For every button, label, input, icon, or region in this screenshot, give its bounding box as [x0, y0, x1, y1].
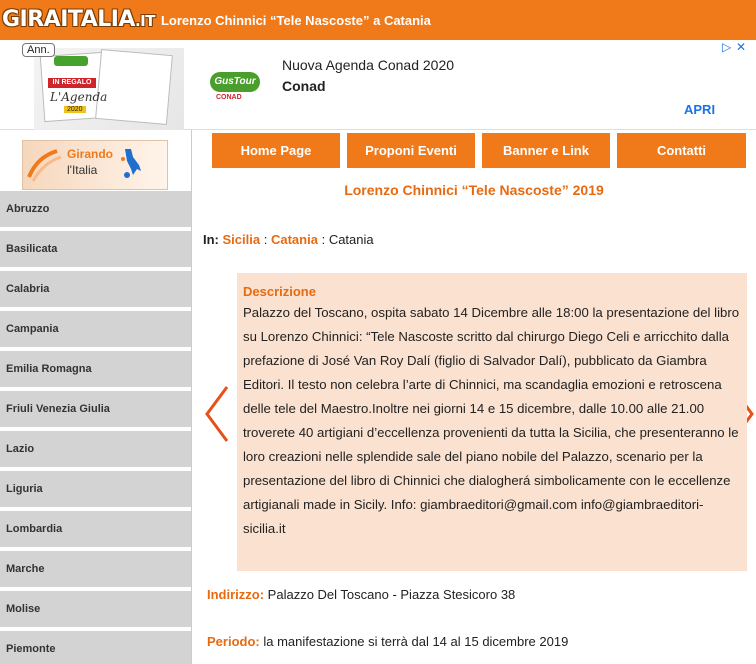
sidebar-item-friuli-venezia-giulia[interactable]: Friuli Venezia Giulia	[0, 391, 191, 427]
sidebar-item-lombardia[interactable]: Lombardia	[0, 511, 191, 547]
sidebar-item-marche[interactable]: Marche	[0, 551, 191, 587]
nav-contatti-button[interactable]: Contatti	[617, 133, 746, 168]
ad-brand-logo[interactable]	[210, 68, 260, 104]
close-icon[interactable]: ✕	[736, 40, 747, 54]
sidebar-item-molise[interactable]: Molise	[0, 591, 191, 627]
sidebar-item-lazio[interactable]: Lazio	[0, 431, 191, 467]
location-city: Catania	[328, 232, 374, 247]
location-label: In:	[203, 232, 219, 247]
sidebar-logo-line2: l'Italia	[67, 163, 98, 177]
ad-banner[interactable]	[0, 40, 756, 130]
ad-advertiser[interactable]: Conad	[282, 78, 326, 94]
site-logo[interactable]	[2, 0, 155, 41]
sidebar-item-basilicata[interactable]: Basilicata	[0, 231, 191, 267]
description-box	[237, 273, 747, 571]
sidebar-item-piemonte[interactable]: Piemonte	[0, 631, 191, 664]
nav-proponi-eventi-button[interactable]: Proponi Eventi	[347, 133, 475, 168]
page-title: Lorenzo Chinnici “Tele Nascoste” 2019	[344, 182, 604, 198]
location-separator: :	[263, 232, 268, 247]
ad-brand-logo-text: GusTour	[210, 72, 260, 92]
sidebar-item-campania[interactable]: Campania	[0, 311, 191, 347]
ad-book-year: 2020	[64, 106, 86, 113]
top-bar	[0, 0, 756, 40]
location-separator: :	[321, 232, 326, 247]
italy-boot-icon	[121, 147, 143, 181]
description-heading: Descrizione	[243, 284, 316, 299]
ad-book-ribbon: IN REGALO	[48, 78, 96, 88]
header-title: Lorenzo Chinnici “Tele Nascoste” a Catania	[160, 12, 431, 28]
ad-title[interactable]: Nuova Agenda Conad 2020	[282, 57, 455, 73]
period-value: la manifestazione si terrà dal 14 al 15 dicembre 2019	[263, 634, 569, 649]
ad-open-button[interactable]: APRI	[684, 102, 716, 117]
description-text: Palazzo del Toscano, ospita sabato 14 Dicembre alle 18:00 la presentazione del libro su Lorenzo Chinnici: “Tele Nascoste scritto dal chirurgo Diego Celi e arricchito dalla prefazione di José Van Roy Dalí (figlio di Salvador Dalí), pubblicato da Giambra Editori. Il testo non celebra l’arte di Chinnici, ma scandaglia emozioni e retroscena delle tele del Maestro.Inoltre nei giorni 14 e 15 dicembre, dalle 10.00 alle 21.00 troverete 40 artigiani d’eccellenza provenienti da tutta la Sicilia, che presenteranno le loro creazioni nelle splendide sale del piano nobile del Palazzo, scenario per la presentazione del libro di Chinnici che dialogherá simbolicamente con le eccellenze artigianali made in Sicily. Info: giambraeditori@gmail.com info@giambraeditori-sicilia.it	[243, 305, 740, 536]
address-line	[207, 587, 515, 602]
period-label: Periodo:	[207, 634, 260, 649]
sidebar-item-liguria[interactable]: Liguria	[0, 471, 191, 507]
sidebar	[0, 130, 192, 664]
sidebar-item-calabria[interactable]: Calabria	[0, 271, 191, 307]
site-logo-tld: .IT	[134, 11, 155, 30]
ad-brand-sub: CONAD	[216, 94, 242, 101]
sidebar-logo-line1: Girando	[67, 147, 114, 161]
location-breadcrumb	[203, 232, 374, 247]
region-list	[0, 191, 191, 664]
adchoices-icon[interactable]: ▷	[722, 40, 732, 54]
location-province-link[interactable]: Catania	[270, 232, 318, 247]
nav-banner-link-button[interactable]: Banner e Link	[482, 133, 610, 168]
nav-home-button[interactable]: Home Page	[212, 133, 340, 168]
site-logo-main: GIRAITALIA	[2, 6, 135, 32]
period-line	[207, 634, 568, 649]
address-value: Palazzo Del Toscano - Piazza Stesicoro 38	[267, 587, 516, 602]
sidebar-item-emilia-romagna[interactable]: Emilia Romagna	[0, 351, 191, 387]
address-label: Indirizzo:	[207, 587, 265, 602]
location-region-link[interactable]: Sicilia	[222, 232, 261, 247]
sidebar-item-abruzzo[interactable]: Abruzzo	[0, 191, 191, 227]
ad-product-image[interactable]	[34, 48, 184, 130]
ad-label: Ann.	[22, 43, 55, 57]
ad-book-script: L'Agenda	[50, 90, 108, 104]
sidebar-logo[interactable]	[22, 140, 168, 190]
previous-arrow-icon[interactable]	[203, 385, 231, 443]
main-nav	[212, 133, 746, 168]
italy-map-icon	[27, 147, 63, 183]
